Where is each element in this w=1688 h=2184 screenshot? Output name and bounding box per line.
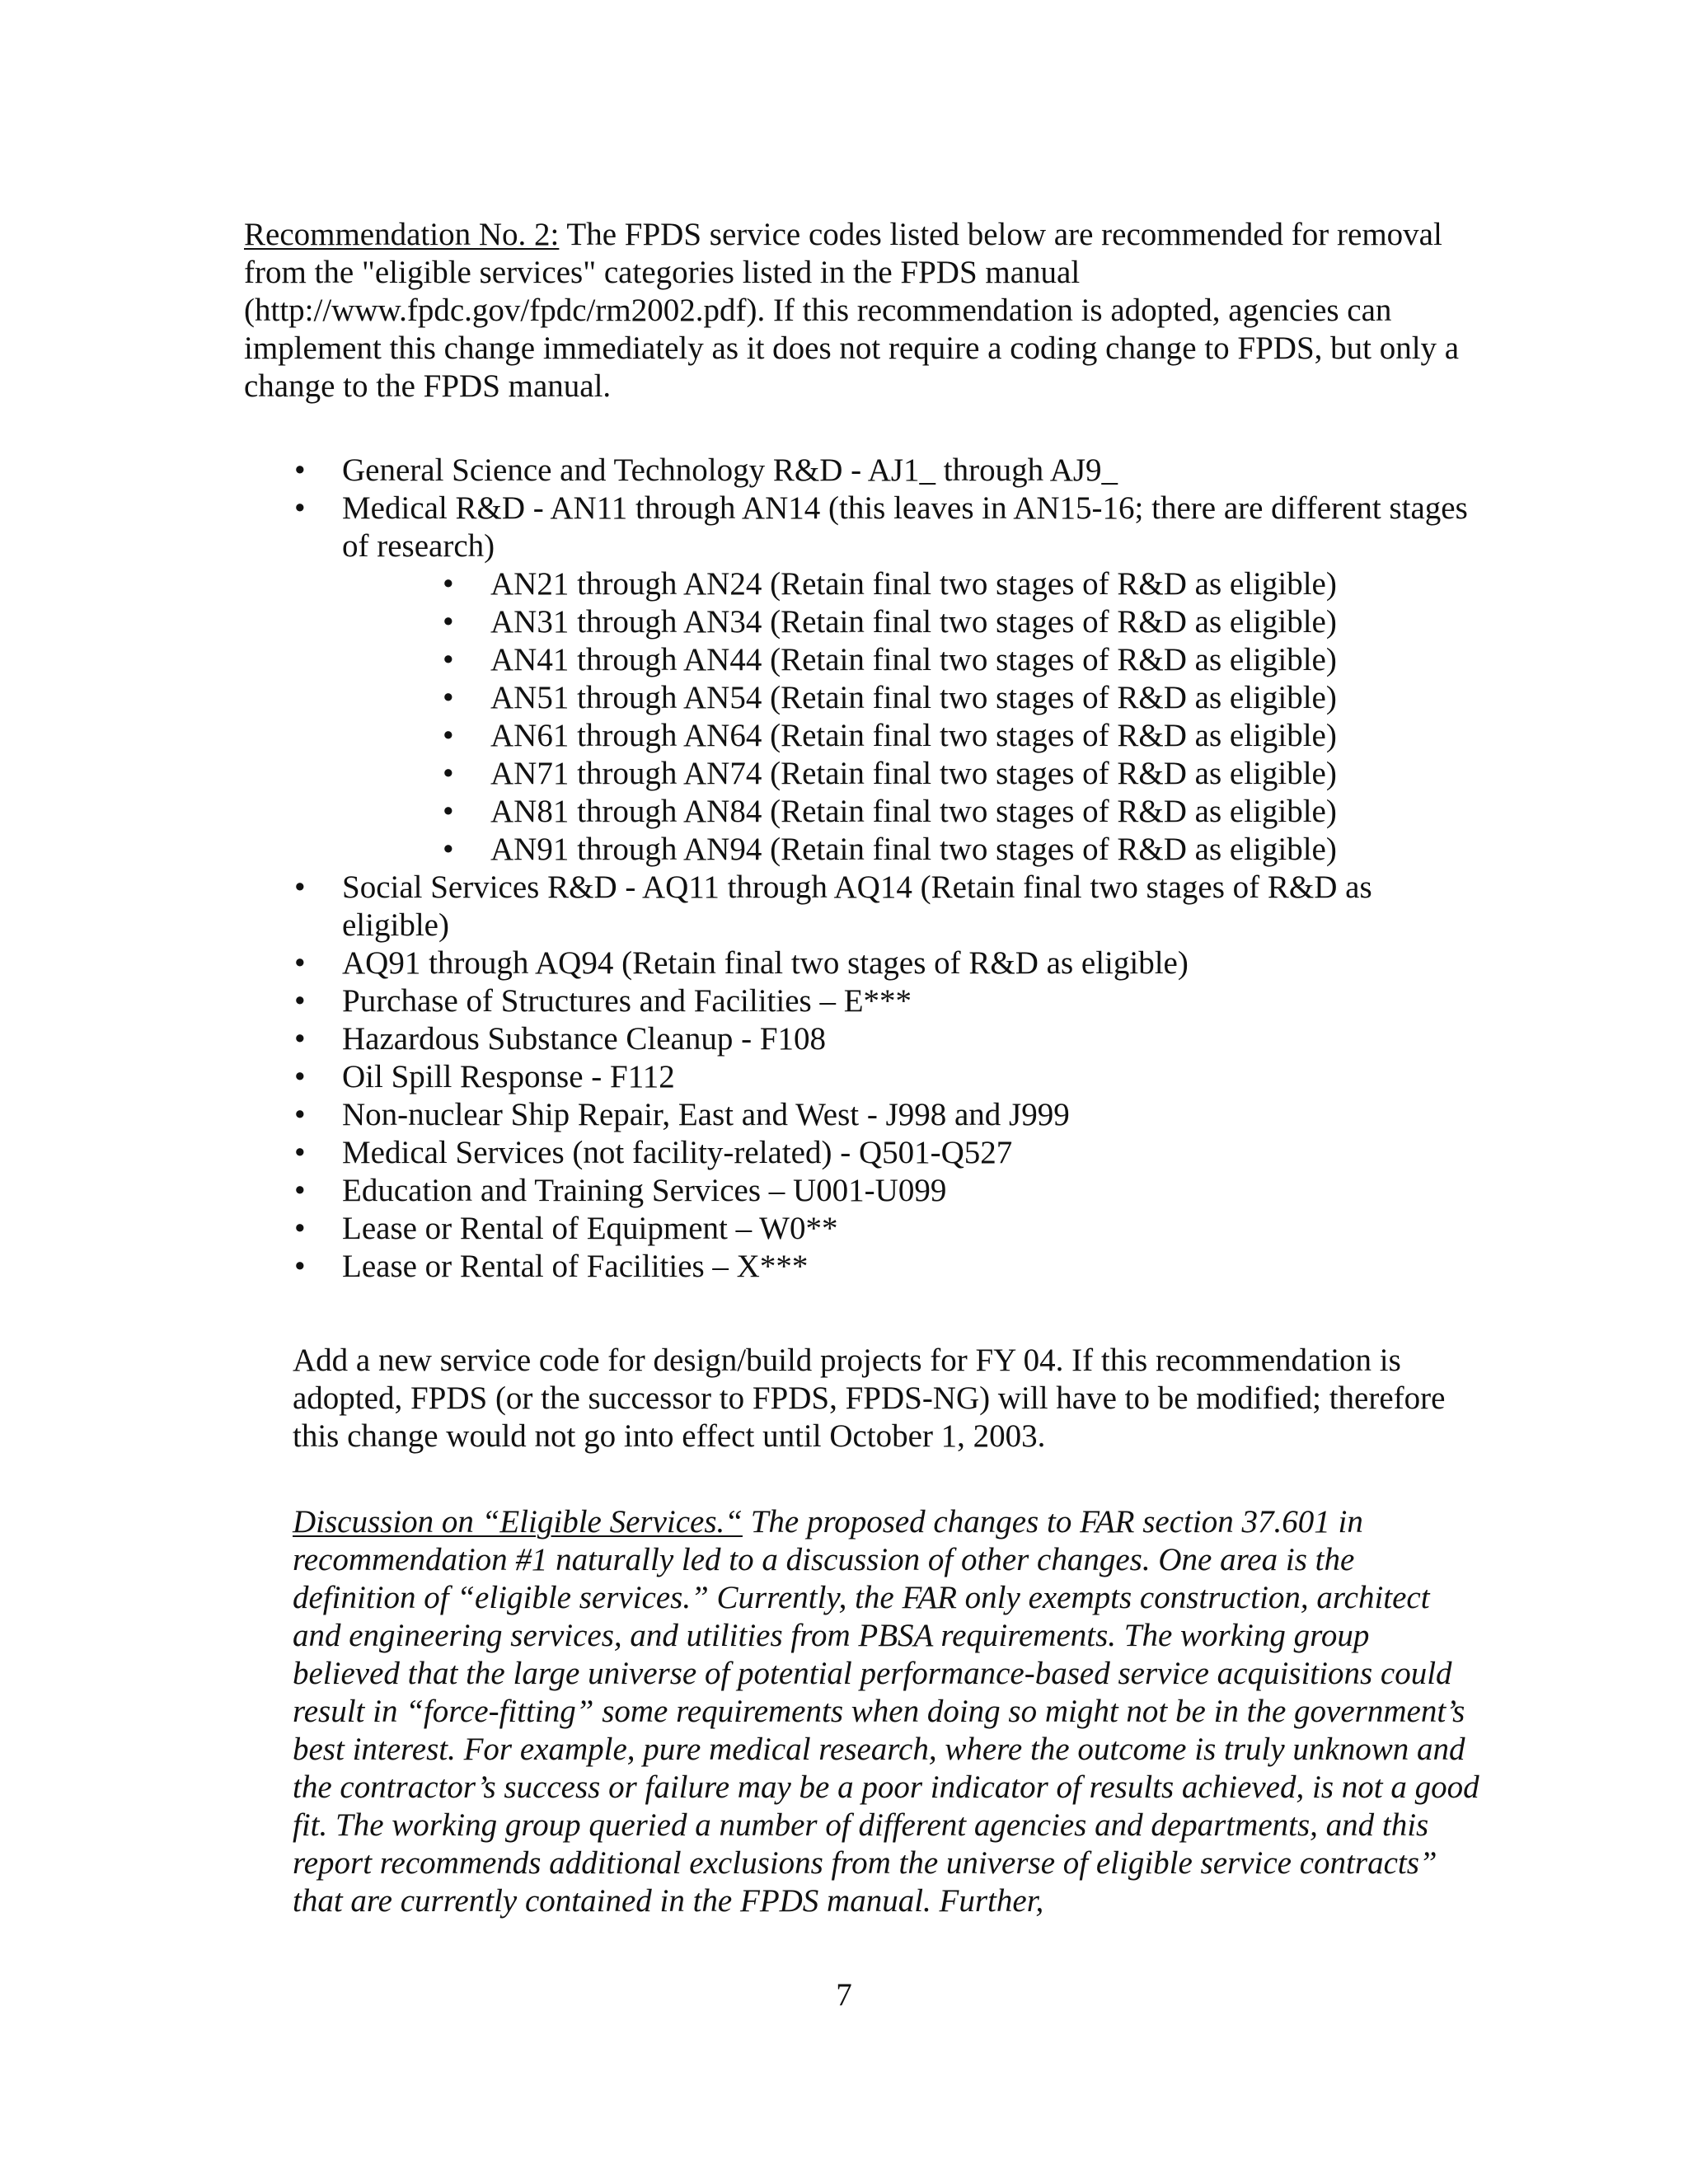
bullet-icon: • <box>443 680 454 715</box>
sub-list-item: • AN41 through AN44 (Retain final two stages of R&D as eligible) <box>443 642 1337 677</box>
bullet-icon: • <box>294 490 306 526</box>
list-item: • Medical R&D - AN11 through AN14 (this leaves in AN15-16; there are different stages of research) • AN21 through AN24 (Retain final two stages of R&D as eligible) • AN31 through AN34 (Retain final two stages of R&D as eligible) • AN41 through AN44 (Retain final two stages of R&D as eligible) • AN51 through AN54 (Retain final two stages of R&D as eligible) • AN61 through AN64 (Retain final two stages of R&D as eligible) • AN71 through AN74 (Retain final two stages of R&D as eligible) • AN81 through AN84 (Retain final two stages of R&D as eligible) • AN91 through AN94 (Retain final two stages of R&D as eligible) <box>293 490 1479 869</box>
bullet-icon: • <box>443 566 454 602</box>
bullet-icon: • <box>294 1097 306 1132</box>
bullet-icon: • <box>294 1173 306 1208</box>
list-item: • Education and Training Services – U001-U099 <box>294 1173 947 1208</box>
discussion-paragraph <box>293 1503 1479 1920</box>
sub-list-item: • AN81 through AN84 (Retain final two stages of R&D as eligible) <box>443 794 1337 829</box>
list-item: • Oil Spill Response - F112 <box>294 1059 675 1094</box>
recommendation-paragraph <box>244 216 1497 405</box>
list-item: • Purchase of Structures and Facilities – E*** <box>294 983 912 1019</box>
list-item: • Lease or Rental of Facilities – X*** <box>294 1249 809 1284</box>
list-item: • Hazardous Substance Cleanup - F108 <box>294 1021 827 1057</box>
bullet-icon: • <box>443 832 454 867</box>
bullet-icon: • <box>294 983 306 1019</box>
bullet-icon: • <box>294 945 306 981</box>
bullet-icon: • <box>294 869 306 905</box>
discussion-heading: Discussion on “Eligible Services.“ <box>293 1504 743 1540</box>
sub-list-item: • AN71 through AN74 (Retain final two stages of R&D as eligible) <box>443 756 1337 791</box>
bullet-icon: • <box>443 794 454 829</box>
bullet-icon: • <box>294 1135 306 1170</box>
sub-list-item: • AN61 through AN64 (Retain final two stages of R&D as eligible) <box>443 718 1337 753</box>
bullet-icon: • <box>443 604 454 640</box>
sub-list-item: • AN51 through AN54 (Retain final two stages of R&D as eligible) <box>443 680 1337 715</box>
add-new-service-code-paragraph: Add a new service code for design/build projects for FY 04. If this recommendation is adopted, FPDS (or the successor to FPDS, FPDS-NG) will have to be modified; therefore this change would not go into effect until October 1, 2003. <box>293 1343 1446 1454</box>
service-code-list <box>293 452 1479 1286</box>
bullet-icon: • <box>294 1059 306 1094</box>
list-item: • General Science and Technology R&D - AJ1_ through AJ9_ <box>294 452 1118 488</box>
medical-sublist <box>342 565 1479 869</box>
sub-list-item: • AN31 through AN34 (Retain final two stages of R&D as eligible) <box>443 604 1337 640</box>
sub-list-item: • AN91 through AN94 (Retain final two stages of R&D as eligible) <box>443 832 1337 867</box>
page-number: 7 <box>836 1977 852 2013</box>
list-item: • Lease or Rental of Equipment – W0** <box>294 1211 838 1246</box>
list-item: • Medical Services (not facility-related) - Q501-Q527 <box>294 1135 1013 1170</box>
bullet-icon: • <box>294 1021 306 1057</box>
recommendation-label: Recommendation No. 2: <box>244 217 560 252</box>
bullet-icon: • <box>443 756 454 791</box>
bullet-icon: • <box>443 642 454 677</box>
bullet-icon: • <box>294 1249 306 1284</box>
bullet-icon: • <box>294 1211 306 1246</box>
discussion-text: The proposed changes to FAR section 37.601 in recommendation #1 naturally led to a discussion of other changes. One area is the definition of “eligible services.” Currently, the FAR only exempts construction, architect and engineering services, and utilities from PBSA requirements. The working group believed that the large universe of potential performance-based service acquisitions could result in “force-fitting” some requirements when doing so might not be in the government’s best interest. For example, pure medical research, where the outcome is truly unknown and the contractor’s success or failure may be a poor indicator of results achieved, is not a good fit. The working group queried a number of different agencies and departments, and this report recommends additional exclusions from the universe of eligible service contracts” that are currently contained in the FPDS manual. Further, <box>293 1504 1479 1919</box>
list-item: • Non-nuclear Ship Repair, East and West - J998 and J999 <box>294 1097 1070 1132</box>
list-item: • AQ91 through AQ94 (Retain final two stages of R&D as eligible) <box>294 945 1189 981</box>
bullet-icon: • <box>294 452 306 488</box>
list-item: • Social Services R&D - AQ11 through AQ14 (Retain final two stages of R&D as eligible) <box>294 869 1372 943</box>
bullet-icon: • <box>443 718 454 753</box>
sub-list-item: • AN21 through AN24 (Retain final two stages of R&D as eligible) <box>443 566 1337 602</box>
recommendation-text: The FPDS service codes listed below are recommended for removal from the "eligible services" categories listed in the FPDS manual (http://www.fpdc.gov/fpdc/rm2002.pdf). If this recommendation is adopted, agencies can implement this change immediately as it does not require a coding change to FPDS, but only a change to the FPDS manual. <box>244 217 1460 404</box>
